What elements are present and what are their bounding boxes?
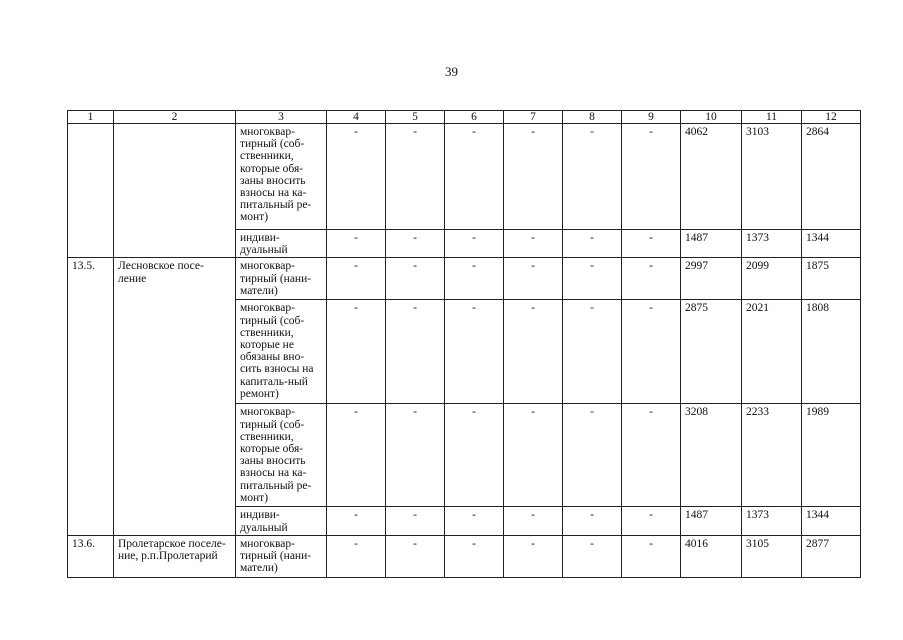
column-header: 10 [681, 111, 742, 124]
value-cell: - [386, 507, 445, 535]
value-cell: - [563, 124, 622, 230]
housing-type-cell: многоквар-тирный (нани-матели) [236, 535, 327, 577]
value-cell: - [327, 230, 386, 258]
column-header: 4 [327, 111, 386, 124]
settlement-name-cell: Лесновское посе-ление [114, 258, 236, 535]
column-header: 8 [563, 111, 622, 124]
row-number-cell [68, 124, 114, 258]
housing-type-cell: многоквар-тирный (нани-матели) [236, 258, 327, 300]
value-cell: - [622, 124, 681, 230]
value-cell: 3103 [742, 124, 802, 230]
page-number: 39 [445, 64, 458, 79]
settlement-name-cell [114, 124, 236, 258]
value-cell: - [563, 535, 622, 577]
table-row [68, 535, 861, 577]
table-row [68, 258, 861, 300]
value-cell: - [386, 535, 445, 577]
value-cell: 2875 [681, 300, 742, 404]
value-cell: 1487 [681, 230, 742, 258]
housing-type-cell: многоквар-тирный (соб-ственники, которые обя-заны вносить взносы на ка-питальный ре-монт) [236, 124, 327, 230]
value-cell: - [327, 507, 386, 535]
value-cell: 2233 [742, 404, 802, 507]
value-cell: 2864 [802, 124, 861, 230]
settlement-name-cell: Пролетарское поселе-ние, р.п.Пролетарий [114, 535, 236, 577]
row-number-cell: 13.6. [68, 535, 114, 577]
value-cell: 2021 [742, 300, 802, 404]
value-cell: - [386, 230, 445, 258]
value-cell: - [445, 507, 504, 535]
value-cell: - [445, 258, 504, 300]
column-header: 6 [445, 111, 504, 124]
value-cell: 4062 [681, 124, 742, 230]
value-cell: 3105 [742, 535, 802, 577]
value-cell: - [563, 404, 622, 507]
column-header: 7 [504, 111, 563, 124]
value-cell: - [386, 258, 445, 300]
value-cell: 1344 [802, 230, 861, 258]
value-cell: - [563, 230, 622, 258]
housing-type-cell: многоквар-тирный (соб-ственники, которые обя-заны вносить взносы на ка-питальный ре-монт) [236, 404, 327, 507]
value-cell: 2997 [681, 258, 742, 300]
value-cell: - [386, 404, 445, 507]
value-cell: - [622, 258, 681, 300]
value-cell: 1344 [802, 507, 861, 535]
value-cell: - [445, 124, 504, 230]
value-cell: - [504, 404, 563, 507]
column-header: 9 [622, 111, 681, 124]
value-cell: - [563, 258, 622, 300]
value-cell: 1373 [742, 230, 802, 258]
value-cell: - [327, 258, 386, 300]
column-header: 12 [802, 111, 861, 124]
value-cell: - [622, 230, 681, 258]
value-cell: - [504, 124, 563, 230]
column-header: 1 [68, 111, 114, 124]
value-cell: - [504, 300, 563, 404]
value-cell: - [622, 535, 681, 577]
value-cell: 1808 [802, 300, 861, 404]
housing-type-cell: индиви-дуальный [236, 507, 327, 535]
column-header: 5 [386, 111, 445, 124]
column-number-row [68, 111, 861, 124]
value-cell: - [445, 404, 504, 507]
value-cell: 2099 [742, 258, 802, 300]
row-number-cell: 13.5. [68, 258, 114, 535]
tariff-table [67, 110, 861, 578]
value-cell: - [622, 507, 681, 535]
value-cell: - [504, 507, 563, 535]
column-header: 3 [236, 111, 327, 124]
value-cell: - [445, 300, 504, 404]
column-header: 2 [114, 111, 236, 124]
value-cell: - [504, 230, 563, 258]
value-cell: - [622, 404, 681, 507]
value-cell: - [327, 300, 386, 404]
value-cell: - [504, 258, 563, 300]
value-cell: - [563, 300, 622, 404]
value-cell: 2877 [802, 535, 861, 577]
housing-type-cell: индиви-дуальный [236, 230, 327, 258]
value-cell: - [445, 230, 504, 258]
value-cell: 4016 [681, 535, 742, 577]
value-cell: - [445, 535, 504, 577]
value-cell: 1989 [802, 404, 861, 507]
value-cell: - [386, 300, 445, 404]
value-cell: - [327, 535, 386, 577]
value-cell: 1373 [742, 507, 802, 535]
value-cell: 3208 [681, 404, 742, 507]
table-row [68, 124, 861, 230]
value-cell: - [327, 404, 386, 507]
value-cell: 1487 [681, 507, 742, 535]
column-header: 11 [742, 111, 802, 124]
value-cell: - [327, 124, 386, 230]
value-cell: - [563, 507, 622, 535]
value-cell: - [386, 124, 445, 230]
value-cell: - [622, 300, 681, 404]
value-cell: 1875 [802, 258, 861, 300]
housing-type-cell: многоквар-тирный (соб-ственники, которые не обязаны вно-сить взносы на капиталь-ный ремонт) [236, 300, 327, 404]
value-cell: - [504, 535, 563, 577]
